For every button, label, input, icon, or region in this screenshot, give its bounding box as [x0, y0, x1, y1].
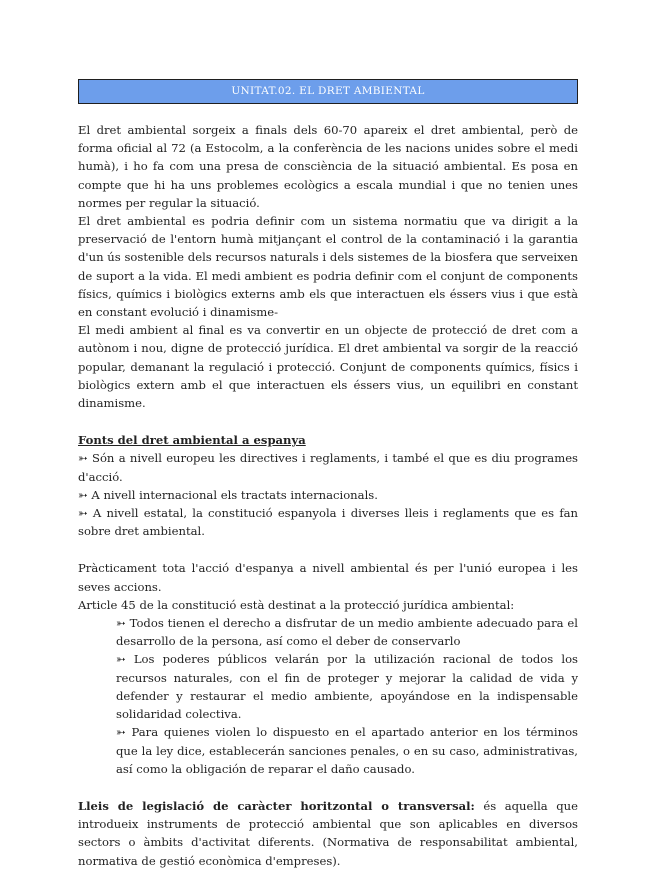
unit-title: UNITAT.02. EL DRET AMBIENTAL: [78, 79, 578, 104]
constitution-item: ➳ Para quienes violen lo dispuesto en el apartado anterior en los términos que la ley dice, establecerán sanciones penales, o en su caso, administrativas, así como la obligación de reparar el daño causado.: [116, 725, 578, 776]
constitution-item: ➳ Los poderes públicos velarán por la utilización racional de todos los recursos naturales, con el fin de proteger y mejorar la calidad de vida y defender y restaurar el medio ambiente, apoyándose en la indispensable solidaridad colectiva.: [116, 652, 578, 722]
fonts-item: ➳ A nivell estatal, la constitució espanyola i diverses lleis i reglaments que es fan sobre dret ambiental.: [78, 506, 578, 539]
constitution-intro: Pràcticament tota l'acció d'espanya a nivell ambiental és per l'unió europea i les seves accions.: [78, 561, 578, 594]
laws-paragraph: [78, 797, 578, 870]
laws-text: és aquella que introdueix instruments de protecció ambiental que son aplicables en diversos sectors o àmbits d'activitat diferents. (Normativa de responsabilitat ambiental, normativa de gestió econòmica d'empreses).: [78, 798, 579, 868]
constitution-article: Article 45 de la constitució està destinat a la protecció jurídica ambiental:: [78, 597, 515, 612]
document-body: [78, 121, 578, 870]
laws-lead: Lleis de legislació de caràcter horitzontal o transversal:: [78, 798, 475, 813]
fonts-item: ➳ A nivell internacional els tractats internacionals.: [78, 487, 378, 502]
intro-paragraph: El dret ambiental es podria definir com un sistema normatiu que va dirigit a la preservació de l'entorn humà mitjançant el control de la contaminació i la garantia d'un ús sostenible dels recursos naturals i dels sistemes de la biosfera que serveixen de suport a la vida. El medi ambient es podria definir com el conjunt de components físics, químics i biològics externs amb els que interactuen els éssers vius i que està en constant evolució i dinamisme-: [78, 214, 578, 320]
constitution-item: ➳ Todos tienen el derecho a disfrutar de un medio ambiente adecuado para el desarrollo de la persona, así como el deber de conservarlo: [116, 616, 578, 649]
intro-paragraph: El dret ambiental sorgeix a finals dels 60-70 apareix el dret ambiental, però de forma oficial al 72 (a Estocolm, a la conferència de les nacions unides sobre el medi humà), i ho fa com una presa de consciència de la situació ambiental. Es posa en compte que hi ha uns problemes ecològics a escala mundial i que no tenien unes normes per regular la situació.: [78, 123, 578, 210]
fonts-item: ➳ Són a nivell europeu les directives i reglaments, i també el que es diu programes d'acció.: [78, 451, 578, 484]
intro-paragraph: El medi ambient al final es va convertir en un objecte de protecció de dret com a autònom i nou, digne de protecció jurídica. El dret ambiental va sorgir de la reacció popular, demanant la regulació i protecció. Conjunt de components químics, físics i biològics extern amb el que interactuen els éssers vius, un equilibri en constant dinamisme.: [78, 323, 578, 411]
fonts-heading: Fonts del dret ambiental a espanya: [78, 433, 306, 448]
